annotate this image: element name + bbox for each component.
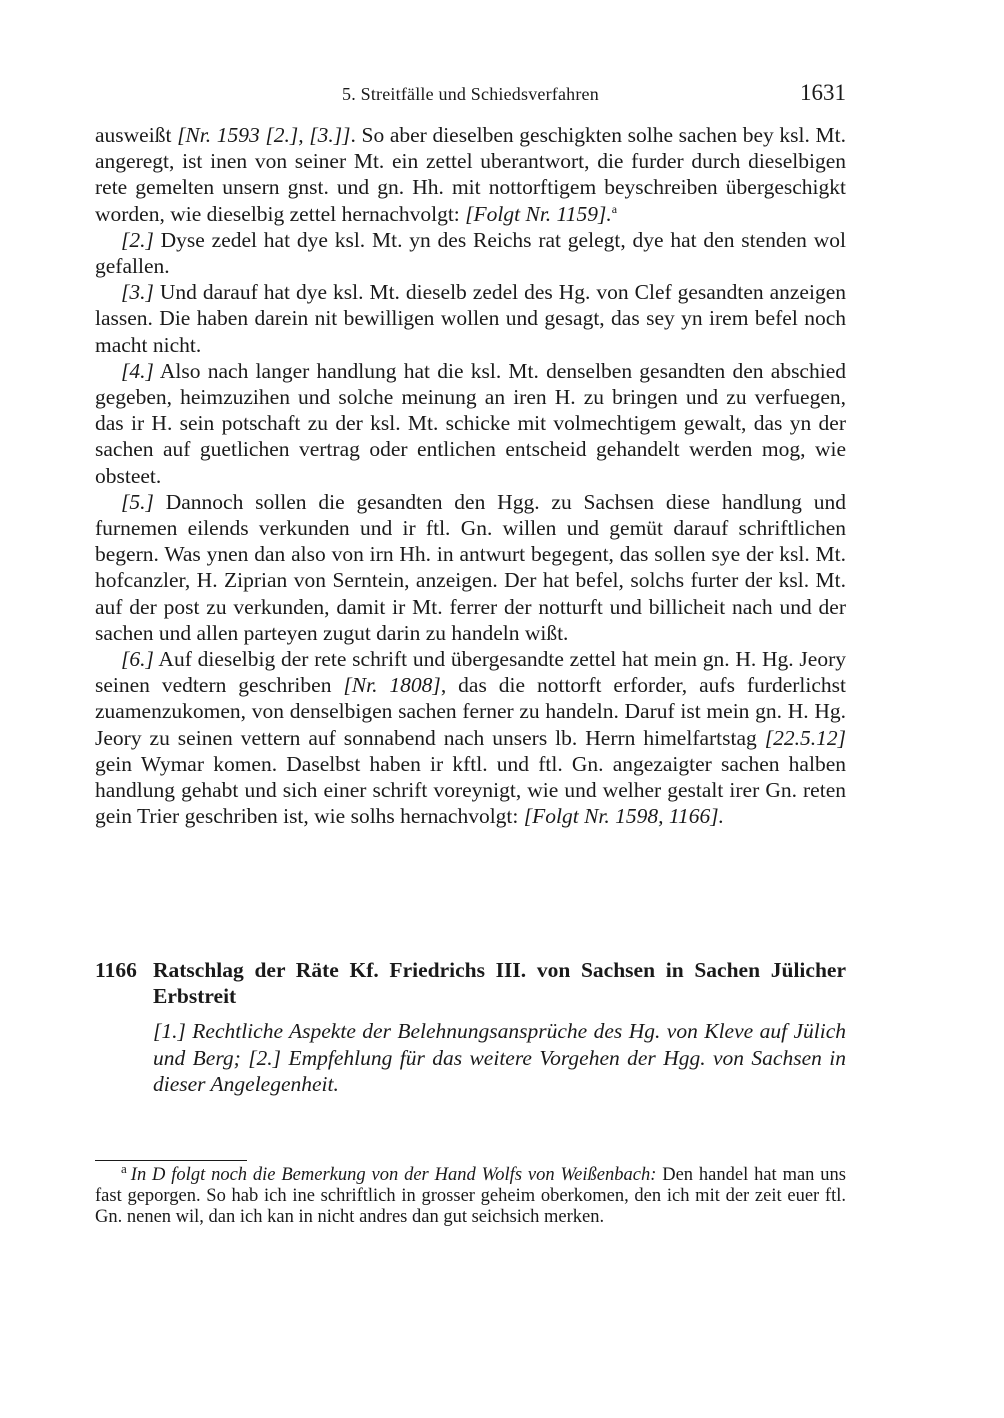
- paragraph-6: [95, 646, 846, 829]
- paragraph-4: [95, 358, 846, 489]
- reference: [Nr. 1593 [2.], [3.]]: [177, 123, 351, 147]
- body-text: [95, 122, 846, 829]
- text-span: Auf dieselbig der rete schrift und übergesandte zettel hat mein gn. H. Hg. Jeory seinen vedtern geschriben: [95, 647, 846, 698]
- footnote: [95, 1160, 846, 1228]
- footnote-divider: [95, 1160, 247, 1161]
- text-span: ausweißt: [95, 123, 178, 147]
- reference: [Folgt Nr. 1159].: [465, 201, 612, 226]
- text-span: gein Wymar komen. Daselbst haben ir kftl. und ftl. Gn. angezaigter sachen halben handlung gehabt und sich einer schrift voreynigt, wie und welher gestalt irer Gn. reten gein Trier geschriben ist, wie solhs hernachvolgt:: [95, 751, 846, 829]
- text-span: Und darauf hat dye ksl. Mt. dieselb zedel des Hg. von Clef gesandten anzeigen lassen. Die haben darein nit bewilligen wollen und gesagt, das sey yn irem befel noch macht nicht.: [95, 280, 846, 357]
- paragraph-number: [5.]: [121, 489, 154, 514]
- paragraph-number: [6.]: [121, 647, 154, 672]
- page-number: 1631: [800, 80, 846, 105]
- text-span: Dannoch sollen die gesandten den Hgg. zu Sachsen diese handlung und furnemen eilends verkunden und ir ftl. Gn. willen und gemüt darauf schriftlichen begern. Was ynen dan also von irn Hh. in antwurt begegent, das sollen sye der ksl. Mt. hofcanzler, H. Ziprian von Serntein, anzeigen. Der hat befel, solchs furter der ksl. Mt. auf der post zu verkunden, damit ir Mt. ferrer der notturft und billicheit nach und der sachen und allen parteyen zugut darin zu handeln wißt.: [95, 489, 846, 645]
- paragraph-2: [95, 227, 846, 279]
- text-span: , das die nottorft erforder, aufs furderlichst zuamenzukomen, von denselbigen sachen ferner zu handeln. Daruf ist mein gn. H. Hg. Jeory zu seinen vettern auf sonnabend nach unsers lb. Herrn himelfartstag: [95, 673, 847, 750]
- document-summary: [1.] Rechtliche Aspekte der Belehnungsansprüche des Hg. von Kleve auf Jülich und Berg; [2.] Empfehlung für das weitere Vorgehen der Hgg. von Sachsen in dieser Angelegenheit.: [153, 1019, 846, 1096]
- paragraph-1: [95, 122, 846, 227]
- running-head: [95, 80, 846, 108]
- footnote-marker: a: [611, 201, 618, 216]
- paragraph-3: [95, 279, 846, 358]
- paragraph-5: [95, 489, 846, 646]
- paragraph-number: [4.]: [121, 358, 154, 383]
- date-reference: [22.5.12]: [764, 725, 846, 750]
- document-number: 1166: [95, 958, 137, 982]
- footnote-intro: In D folgt noch die Bemerkung von der Hand Wolfs von Weißenbach:: [130, 1165, 657, 1185]
- footnote-text: Den handel hat man uns fast geporgen. So hab ich ine schriftlich in grosser geheim oberkomen, den ich mit der zeit euer ftl. Gn. nenen wil, dan ich kan in nicht andres dan gut seichsich merken.: [95, 1165, 846, 1227]
- text-span: Also nach langer handlung hat die ksl. Mt. denselben gesandten den abschied gegeben, heimzuzihen und solche meinung an iren H. zu bringen und zu verfuegen, das ir H. sein potschaft zu der ksl. Mt. schicke mit volmechtigem gewalt, das yn der sachen auf guetlichen vertrag oder entlichen entscheid gehandelt werden mog, wie obsteet.: [95, 358, 846, 488]
- reference: [Nr. 1808]: [343, 673, 441, 698]
- text-span: Dyse zedel hat dye ksl. Mt. yn des Reichs rat gelegt, dye hat den stenden wol gefallen.: [95, 227, 846, 279]
- paragraph-number: [2.]: [121, 227, 154, 252]
- reference: [Folgt Nr. 1598, 1166].: [523, 804, 725, 829]
- footnote-marker: a: [121, 1160, 127, 1176]
- running-title: 5. Streitfälle und Schiedsverfahren: [342, 84, 599, 104]
- paragraph-number: [3.]: [121, 280, 154, 305]
- text-span: . So aber dieselben geschigkten solhe sachen bey ksl. Mt. angeregt, ist inen von seiner Mt. ein zettel uberantwort, die furder durch dieselbigen rete gemelten unsern gnst. und gn. Hh. mit nottorftigem beyschreiben übergeschigkt worden, wie dieselbig zettel hernachvolgt:: [95, 123, 846, 226]
- document-title: Ratschlag der Räte Kf. Friedrichs III. von Sachsen in Sachen Jülicher Erbstreit: [153, 958, 846, 1008]
